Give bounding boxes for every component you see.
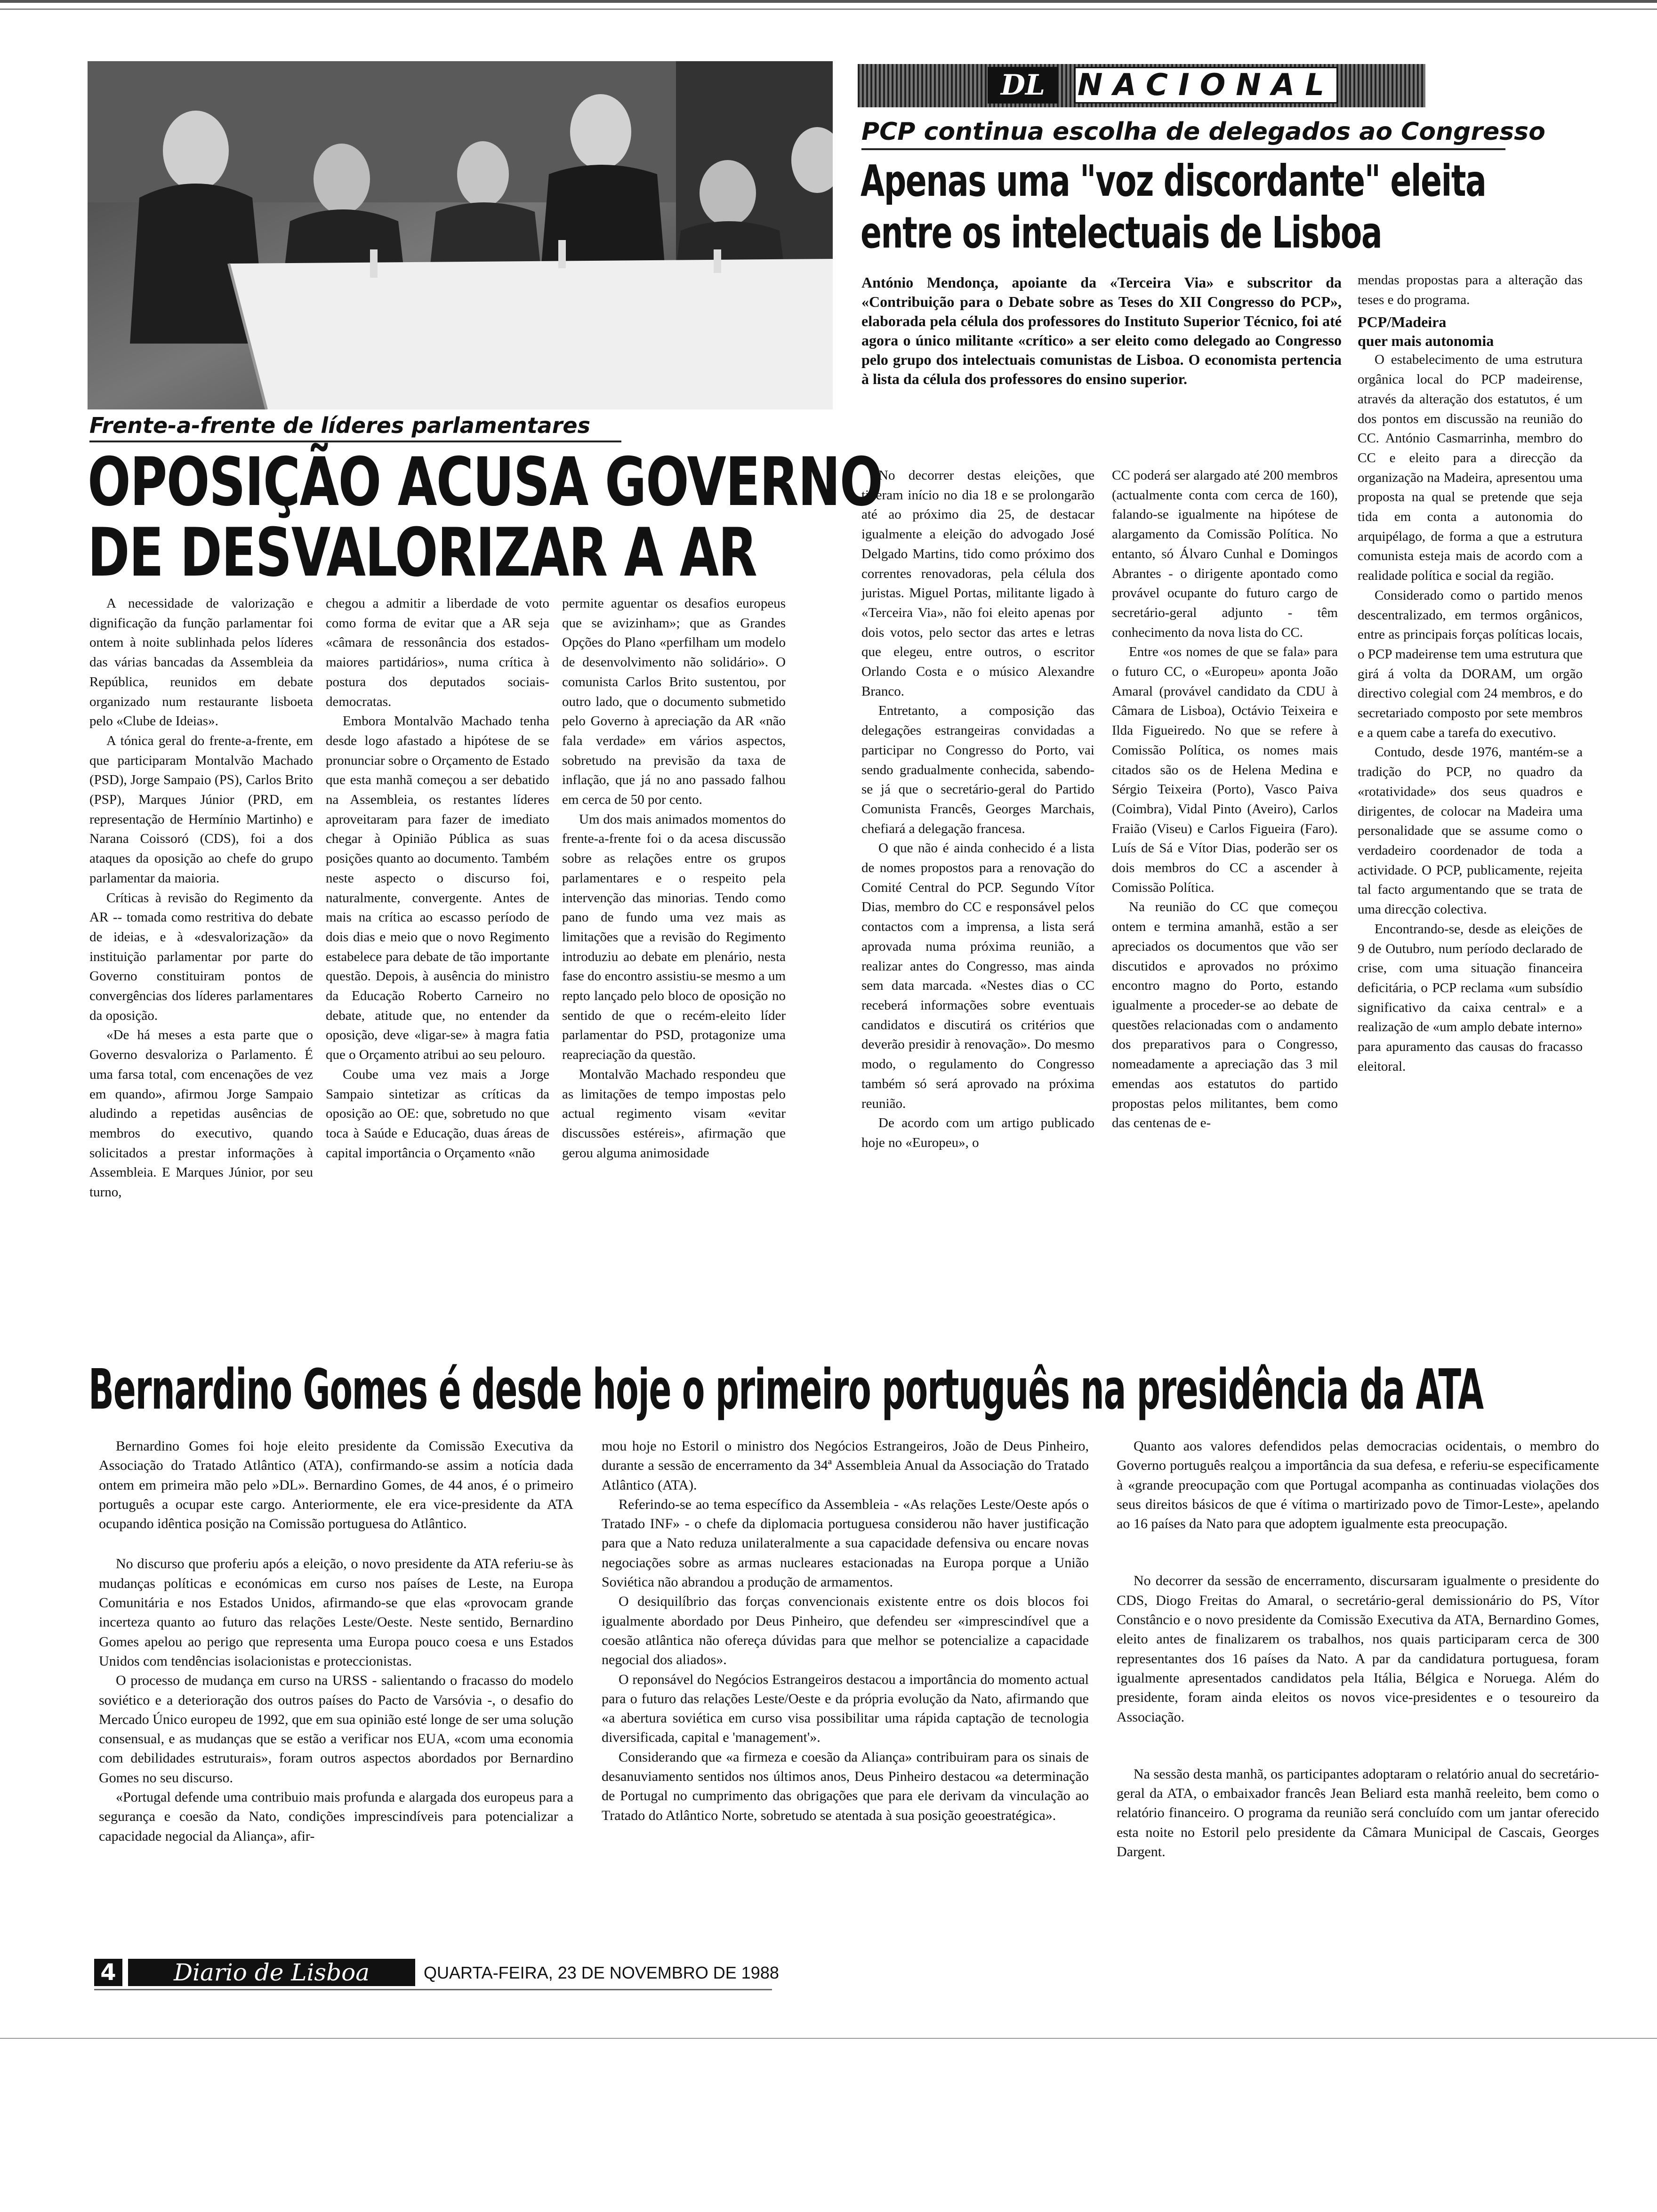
paragraph: Embora Montalvão Machado tenha desde logo afastado a hipótese de se pronunciar sobre o Orçamento de Estado que esta manhã começou a ser debatido na Assembleia, os restantes líderes aproveitaram para fazer de imediato chegar à Opinião Pública as suas posições quanto ao documento. Também neste aspecto o discurso foi, naturalmente, convergente. Antes de mais na crítica ao escasso período de dois dias e meio que o novo Regimento estabelece para debate de tão importante questão. Depois, à ausência do ministro da Educação Roberto Carneiro no debate, atitude que, no entender da oposição, deve «ligar-se» à magra fatia que o Orçamento atribui ao seu pelouro.: [326, 713, 549, 1063]
paragraph: No decorrer destas eleições, que tiveram início no dia 18 e se prolongarão até ao próximo dia 25, de destacar igualmente a eleição do advogado José Delgado Martins, tido como próximo dos correntes renovadoras, pela célula dos juristas. Miguel Portas, militante ligado à «Terceira Via», não foi eleito apenas por dois votos, pelo sector das artes e letras que elegeu, entre outros, o escritor Orlando Costa e o músico Alexandre Branco.: [861, 468, 1094, 699]
paragraph: mendas propostas para a alteração das teses e do programa.: [1358, 272, 1583, 307]
paragraph: Bernardino Gomes foi hoje eleito presidente da Comissão Executiva da Associação do Tratado Atlântico (ATA), confirmando-se assim a notícia dada ontem em primeira mão pelo »DL». Bernardino Gomes, de 44 anos, é o primeiro português a ocupar este cargo. Anteriormente, ele era vice-presidente da ATA ocupando idêntica posição na Comissão portuguesa do Atlântico.: [99, 1438, 573, 1532]
right-headline-line-2: entre os intelectuais de Lisboa: [861, 208, 1382, 258]
right-story-col-2: [1112, 466, 1338, 1133]
paragraph: Coube uma vez mais a Jorge Sampaio sintetizar as críticas da oposição ao OE: que, sobretudo no que toca à Saúde e Educação, duas áreas de capital importância o Orçamento «não: [326, 1066, 549, 1161]
subhead-autonomia: quer mais autonomia: [1358, 332, 1494, 350]
paragraph: Encontrando-se, desde as eleições de 9 de Outubro, num período declarado de crise, com uma situação financeira deficitária, o PCP reclama «um subsídio significativo da caixa central» e a realização de «um amplo debate interno» para apuramento das causas do fracasso eleitoral.: [1358, 921, 1583, 1074]
paragraph: O estabelecimento de uma estrutura orgânica local do PCP madeirense, através da alteração dos estatutos, é um dos pontos em discussão na reunião do CC. António Casmarrinha, membro do CC e eleito para a direcção da organização na Madeira, apresentou uma proposta na qual se pretende que seja tida em conta a autonomia do arquipélago, de forma a que a estrutura comunista esteja mais de acordo com a realidade política e social da região.: [1358, 352, 1583, 584]
paragraph: Considerado como o partido menos descentralizado, em termos orgânicos, entre as principais forças políticas locais, o PCP madeirense tem uma estrutura que girá á volta da DORAM, um orgão directivo colegial com 24 membros, e do secretariado composto por sete membros e a quem cabe a tarefa do executivo.: [1358, 587, 1583, 740]
paragraph: Contudo, desde 1976, mantém-se a tradição do PCP, no quadro da «rotatividade» dos seus quadros e dirigentes, de colocar na Madeira uma personalidade que se assume como o verdadeiro coordenador de toda a actividade. O PCP, publicamente, rejeita tal facto argumentando que se trata de uma direcção colectiva.: [1358, 745, 1583, 917]
section-banner: [858, 64, 1425, 107]
right-story-col-1: [861, 466, 1094, 1153]
bottom-story-col-3: [1117, 1436, 1599, 1861]
paragraph: Montalvão Machado respondeu que as limitações de tempo impostas pelo actual regimento visam «evitar discussões estéreis», afirmação que gerou alguma animosidade: [562, 1066, 786, 1161]
paragraph: Entre «os nomes de que se fala» para o futuro CC, o «Europeu» aponta João Amaral (provável candidato da CDU à Câmara de Lisboa), Octávio Teixeira e Ilda Figueiredo. No que se refere à Comissão Política, os nomes mais citados são os de Helena Medina e Sérgio Teixeira (Porto), Vasco Paiva (Coimbra), Vidal Pinto (Aveiro), Carlos Fraião (Viseu) e Carlos Figueira (Faro). Luís de Sá e Vítor Dias, poderão ser os dois membros do CC a ascender à Comissão Política.: [1112, 644, 1338, 895]
bottom-crop-line: [0, 2038, 1657, 2039]
section-name: NACIONAL: [1074, 67, 1338, 104]
paragraph: chegou a admitir a liberdade de voto como forma de evitar que a AR seja «câmara de ressonância dos estados-maiores partidários», numa crítica à postura dos deputados sociais-democratas.: [326, 596, 549, 709]
paragraph: Quanto aos valores defendidos pelas democracias ocidentais, o membro do Governo português realçou a importância da sua defesa, e referiu-se especificamente à «grande preocupação com que Portugal acompanha as continuadas violações dos seus direitos básicos de que é vítima o martirizado povo de Timor-Leste», apelando ao 16 países da Nato para que adoptem igualmente esta preocupação.: [1117, 1438, 1599, 1532]
paragraph: No decorrer da sessão de encerramento, discursaram igualmente o presidente do CDS, Diogo Freitas do Amaral, o secretário-geral demissionário do PS, Vítor Constâncio e o novo presidente da Comissão Executiva da ATA, Bernardino Gomes, eleito antes de finalizarem os trabalhos, nos quais participaram cerca de 300 representantes dos 16 países da Nato. A par da candidatura portuguesa, foram igualmente apresentados candidatos pela Itália, Bélgica e Noruega. Além do presidente, foram ainda eleitos os novos vice-presidentes e o tesoureiro da Associação.: [1117, 1573, 1599, 1725]
paragraph: De acordo com um artigo publicado hoje no «Europeu», o: [861, 1115, 1094, 1150]
right-lead: [861, 273, 1342, 389]
paragraph: Referindo-se ao tema específico da Assembleia - «As relações Leste/Oeste após o Tratado INF» - o chefe da diplomacia portuguesa considerou não haver justificação para que a Nato reduza unilateralmente a sua capacidade defensiva ou encare novas negociações sobre as armas nucleares estacionadas na Europa porque a União Soviética não abrandou a produção de armamentos.: [602, 1496, 1089, 1590]
left-kicker: Frente-a-frente de líderes parlamentares: [89, 413, 590, 438]
paragraph: «Portugal defende uma contribuio mais profunda e alargada dos europeus para a segurança e coesão da Nato, condições imprescindíveis para potencializar a capacidade negocial da Aliança», afir-: [99, 1789, 573, 1844]
paragraph: CC poderá ser alargado até 200 membros (actualmente conta com cerca de 160), falando-se igualmente na hipótese de alargamento da Comissão Política. No entanto, só Álvaro Cunhal e Domingos Abrantes - o dirigente apontado como provável ocupante do futuro cargo de secretário-geral adjunto - têm conhecimento da nova lista do CC.: [1112, 468, 1338, 640]
bottom-story-col-2: [602, 1436, 1089, 1825]
subhead-madeira: PCP/Madeira: [1358, 313, 1447, 331]
photo-image: [88, 61, 833, 409]
page-number: 4: [94, 1959, 122, 1986]
paragraph: O que não é ainda conhecido é a lista de nomes propostos para a renovação do Comité Central do PCP. Segundo Vítor Dias, membro do CC e responsável pelos contactos com a imprensa, a lista será aprovada numa próxima reunião, a realizar antes do Congresso, mas ainda sem data marcada. «Nestes dias o CC receberá informações sobre eventuais candidatos e discutirá os critérios que deverão presidir à renovação». Do mesmo modo, o regulamento do Congresso também só será aprovado na próxima reunião.: [861, 841, 1094, 1111]
paragraph: Críticas à revisão do Regimento da AR -- tomada como restritiva do debate de ideias, e à «desvalorização» da instituição parlamentar por parte do Governo constituiram pontos de convergências dos líderes parlamentares da oposição.: [89, 890, 313, 1023]
paragraph: A necessidade de valorização e dignificação da função parlamentar foi ontem à noite sublinhada pelos líderes das várias bancadas da Assembleia da República, reunidos em debate organizado num restaurante lisboeta pelo «Clube de Ideias».: [89, 596, 313, 729]
left-story-col-1: [89, 594, 313, 1202]
paragraph: Entretanto, a composição das delegações estrangeiras convidadas a participar no Congresso do Porto, vai sendo gradualmente conhecida, sabendo-se já que o secretário-geral do Partido Comunista Francês, Georges Marchais, chefiará a delegação francesa.: [861, 703, 1094, 836]
right-story-col-3: [1358, 271, 1583, 1076]
right-headline-line-1: Apenas uma "voz discordante" eleita: [861, 156, 1486, 206]
paragraph: No discurso que proferiu após a eleição, o novo presidente da ATA referiu-se às mudanças políticas e económicas em curso nos países de Leste, na Europa Comunitária e nos Estados Unidos, afirmando-se que elas «provocam grande incerteza quanto ao futuro das relações Leste/Oeste. Neste sentido, Bernardino Gomes apelou ao perigo que representa uma Europa pouco coesa e uns Estados Unidos com tendências isolacionistas e proteccionistas.: [99, 1556, 573, 1669]
paragraph: Um dos mais animados momentos do frente-a-frente foi o da acesa discussão sobre as relações entre os grupos parlamentares e o respeito pela intervenção das minorias. Tendo como pano de fundo uma vez mais as limitações que a revisão do Regimento introduziu ao debate em plenário, nesta fase do encontro assistiu-se mesmo a um repto lançado pelo bloco de oposição no sentido de que o recém-eleito líder parlamentar do PSD, protagonize uma reapreciação da questão.: [562, 811, 786, 1063]
paragraph: mou hoje no Estoril o ministro dos Negócios Estrangeiros, João de Deus Pinheiro, durante a sessão de encerramento da 34ª Assembleia Anual da Associação do Tratado Atlântico (ATA).: [602, 1438, 1089, 1493]
right-kicker: PCP continua escolha de delegados ao Congresso: [861, 118, 1545, 146]
paragraph: O reponsável do Negócios Estrangeiros destacou a importância do momento actual para o futuro das relações Leste/Oeste e da própria evolução da Nato, afirmando que «a abertura soviética em curso visa possibilitar uma rápida captação de tecnologia diversificada, capital e 'management'».: [602, 1671, 1089, 1746]
photo-leaders-at-table: [88, 61, 833, 409]
left-story-col-3: [562, 594, 786, 1163]
bottom-headline: Bernardino Gomes é desde hoje o primeiro português na presidência da ATA: [88, 1357, 1483, 1422]
paragraph: Considerando que «a firmeza e coesão da Aliança» contribuiram para os sinais de desanuviamento sentidos nos últimos anos, Deus Pinheiro destacou «a determinação de Portugal no cumprimento das obrigações que para ele derivam da vinculação ao Tratado do Atlântico Norte, sobretudo se atentada à sua posição geoestratégica».: [602, 1749, 1089, 1823]
masthead: Diario de Lisboa: [128, 1959, 415, 1986]
paragraph: A tónica geral do frente-a-frente, em que participaram Montalvão Machado (PSD), Jorge Sampaio (PS), Carlos Brito (PSP), Marques Júnior (PRD, em representação de Hermínio Martinho) e Narana Coissoró (CDS), foi a dos ataques da oposição ao chefe do grupo parlamentar da maioria.: [89, 733, 313, 886]
dl-logo: DL: [988, 67, 1058, 104]
paragraph: O desiquilíbrio das forças convencionais existente entre os dois blocos foi igualmente abordado por Deus Pinheiro, que defendeu ser «imprescindível que a coesão atlântica não ofereça dúvidas para que melhor se potencialize a capacidade negocial dos aliados».: [602, 1594, 1089, 1668]
paragraph: «De há meses a esta parte que o Governo desvaloriza o Parlamento. É uma farsa total, com encenações de vez em quando», afirmou Jorge Sampaio aludindo a repetidas ausências de membros do executivo, quando solicitados a prestar informações à Assembleia. E Marques Júnior, por seu turno,: [89, 1027, 313, 1200]
paragraph: permite aguentar os desafios europeus que se avizinham»; que as Grandes Opções do Plano «perfilham um modelo de desenvolvimento não solidário». O comunista Carlos Brito sustentou, por outro lado, que o documento submetido pelo Governo à apreciação da AR «não fala verdade» em vários aspectos, sobretudo na previsão da taxa de inflação, que já no ano passado falhou em cerca de 50 por cento.: [562, 596, 786, 808]
footer-rule: [94, 1989, 772, 1990]
left-story-col-2: [326, 594, 549, 1163]
top-border-thin: [0, 8, 1657, 10]
paragraph: Na reunião do CC que começou ontem e termina amanhã, estão a ser apreciados os documentos que vão ser discutidos e aprovados no próximo encontro magno do Porto, estando igualmente a proceder-se ao debate de questões relacionadas com o andamento dos preparativos para o Congresso, nomeadamente a apreciação das 3 mil emendas aos estatutos do partido propostas pelos militantes, bem como das centenas de e-: [1112, 899, 1338, 1131]
left-headline-line-1: OPOSIÇÃO ACUSA GOVERNO: [88, 443, 883, 521]
footer-date: QUARTA-FEIRA, 23 DE NOVEMBRO DE 1988: [424, 1963, 779, 1982]
bottom-story-col-1: [99, 1436, 573, 1846]
left-headline-line-2: DE DESVALORIZAR A AR: [88, 514, 757, 592]
lead-paragraph: António Mendonça, apoiante da «Terceira Via» e subscritor da «Contribuição para o Debate sobre as Teses do XII Congresso do PCP», elaborada pela célula dos professores do Instituto Superior Técnico, foi até agora o único militante «crítico» a ser eleito como delegado ao Congresso pelo grupo dos intelectuais comunistas de Lisboa. O economista pertencia à lista da célula dos professores do ensino superior.: [861, 274, 1342, 387]
kicker-underline: [89, 441, 621, 442]
paragraph: O processo de mudança em curso na URSS - salientando o fracasso do modelo soviético e a deterioração dos outros países do Pacto de Varsóvia -, o desafio do Mercado Único europeu de 1992, que em sua opinião esté longe de ser uma solução consensual, e as mudanças que se estão a verificar nos EUA, «com uma economia com debilidades estruturais», foram outros aspectos abordados por Bernardino Gomes no seu discurso.: [99, 1673, 573, 1786]
paragraph: Na sessão desta manhã, os participantes adoptaram o relatório anual do secretário-geral da ATA, o embaixador francês Jean Beliard esta manhã reeleito, bem como o relatório financeiro. O programa da reunião será concluído com um jantar oferecido esta noite no Estoril pelo presidente da Câmara Municipal de Cascais, Georges Dargent.: [1117, 1766, 1599, 1860]
right-kicker-underline: [861, 148, 1505, 150]
top-border: [0, 0, 1657, 3]
